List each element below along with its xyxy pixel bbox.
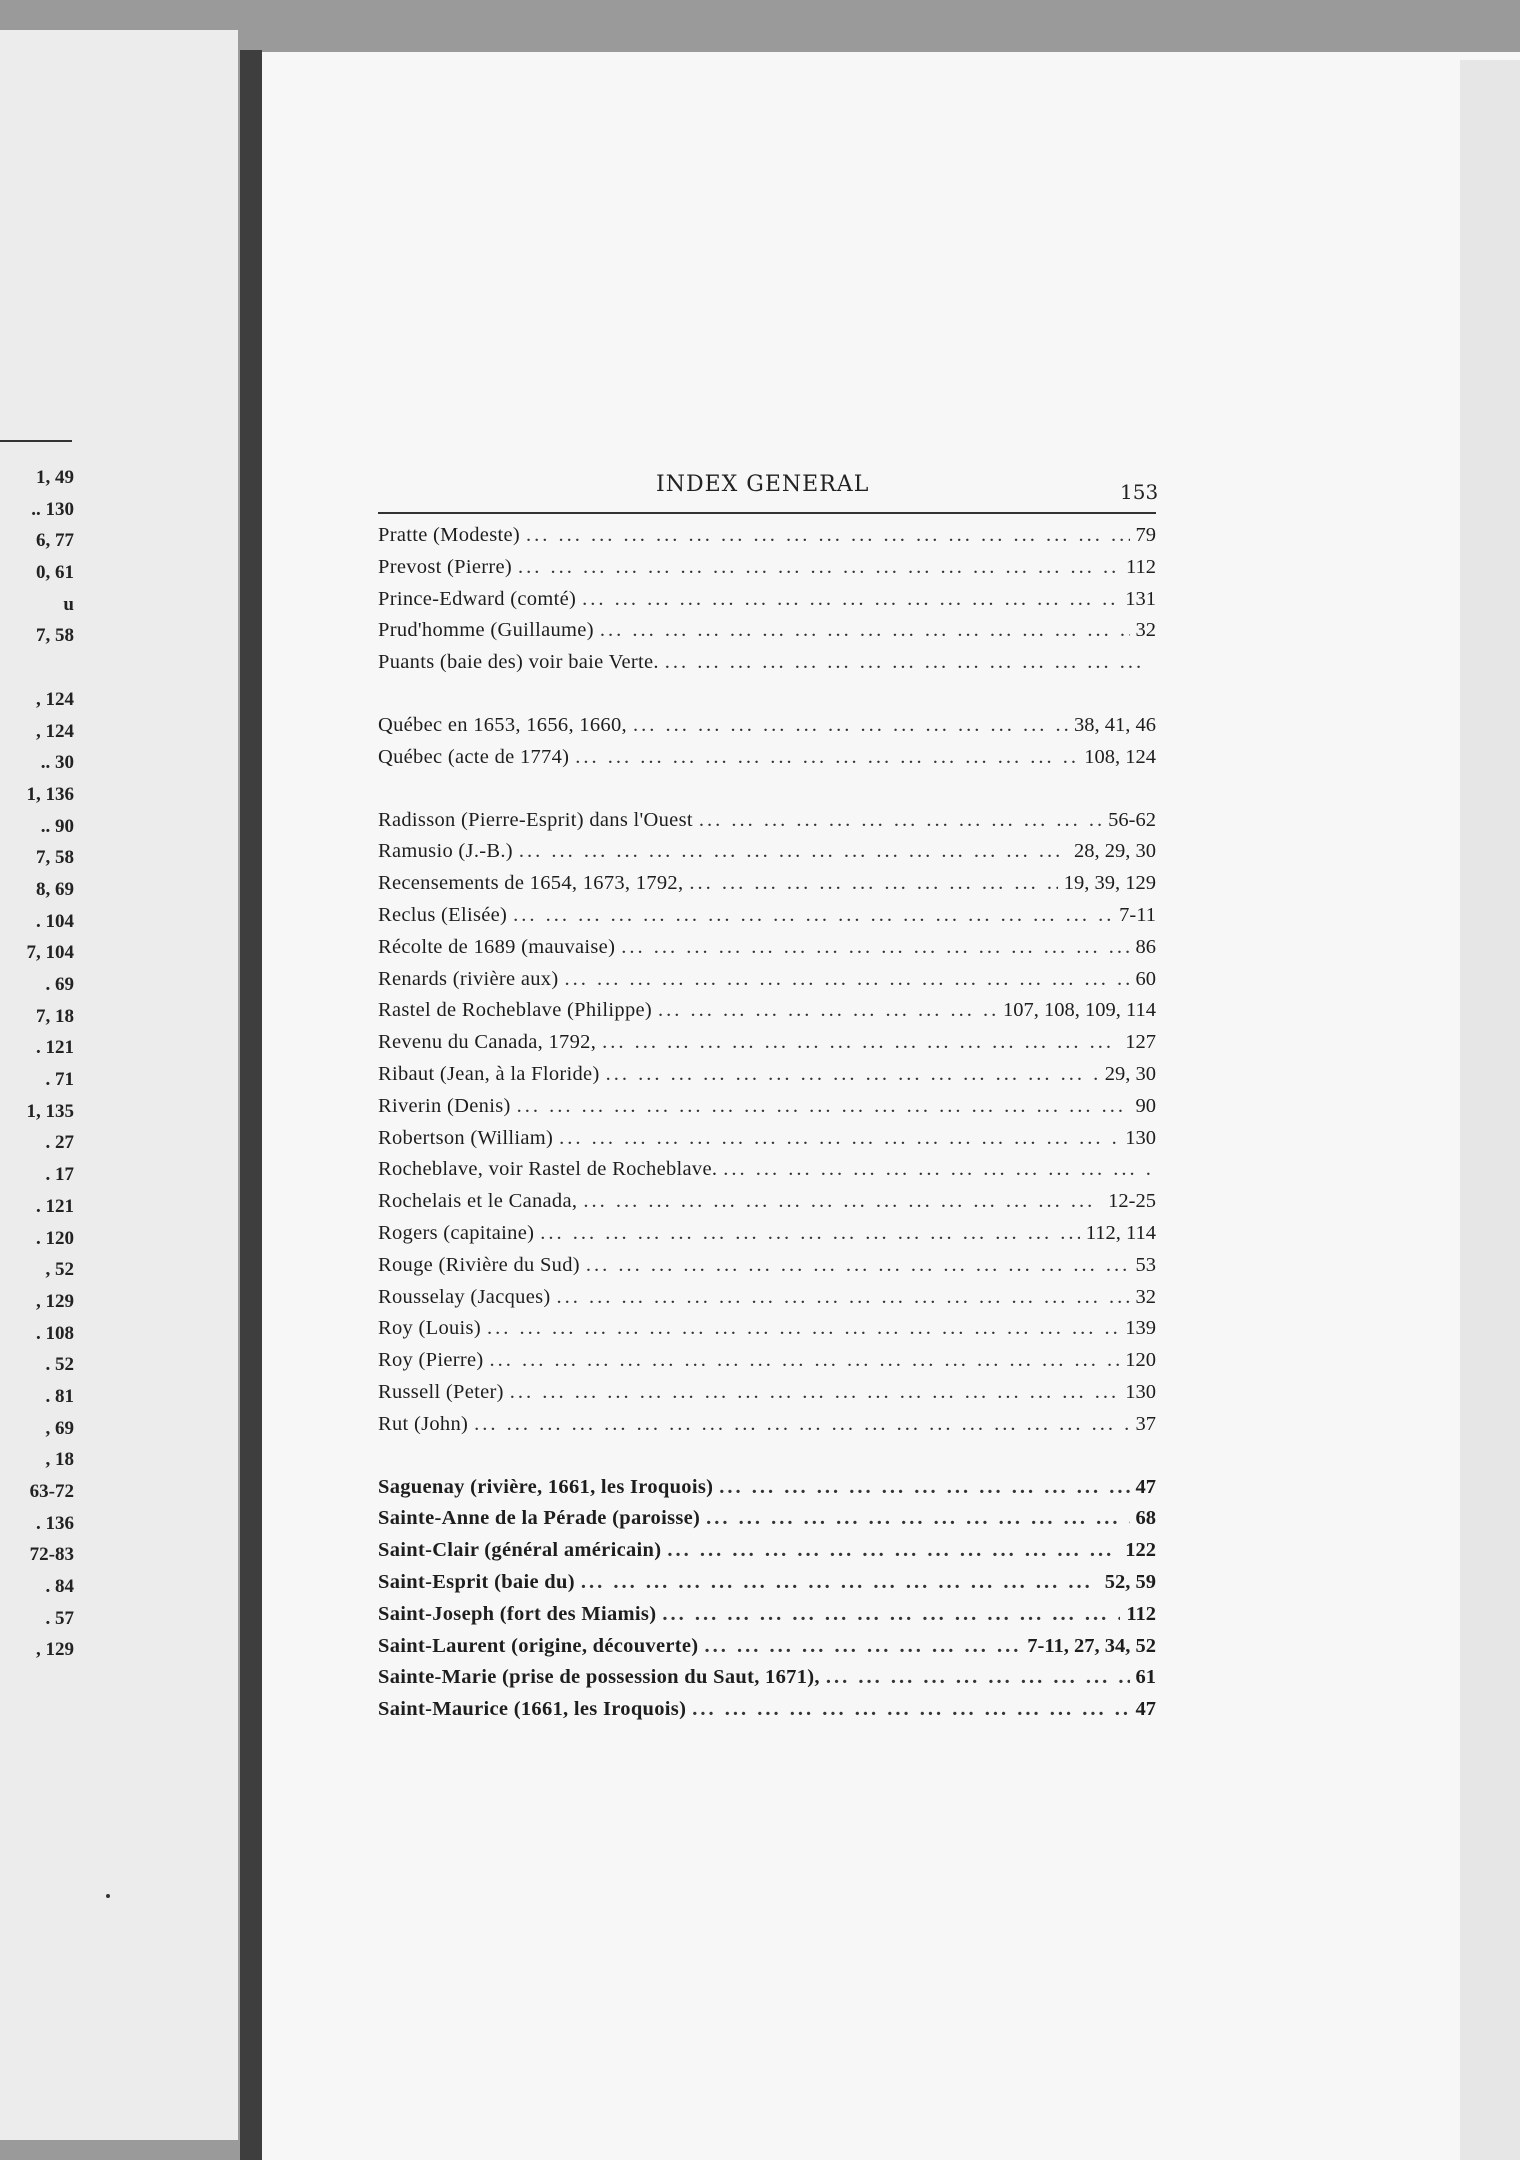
dot-leader (586, 1250, 1130, 1282)
previous-page-fragment: 1, 49 (36, 467, 74, 488)
index-entry (378, 900, 1156, 932)
dot-leader (518, 552, 1120, 584)
entry-label: Prevost (Pierre) (378, 555, 513, 578)
entry-pages: 28, 29, 30 (1074, 840, 1156, 863)
index-entry (378, 932, 1156, 964)
entry-label: Saint-Esprit (baie du) (378, 1570, 575, 1593)
previous-page-fragment: , 129 (36, 1639, 74, 1661)
index-entry (378, 805, 1156, 837)
index-group-s (378, 1472, 1156, 1726)
index-entry (378, 1694, 1156, 1726)
index-entry (378, 742, 1156, 774)
previous-page-fragment: . 121 (36, 1037, 74, 1059)
previous-page-fragment: .. 90 (40, 815, 74, 837)
entry-pages: 12-25 (1108, 1190, 1156, 1213)
previous-page-fragment: 1, 135 (26, 1100, 74, 1122)
index-entries (378, 520, 1156, 1757)
previous-page-fragment: . 69 (45, 974, 74, 995)
entry-pages: 131 (1125, 587, 1156, 610)
entry-label: Saint-Laurent (origine, découverte) (378, 1634, 699, 1657)
dot-leader (704, 1631, 1021, 1663)
entry-label: Rouge (Rivière du Sud) (378, 1253, 580, 1276)
previous-page-fragment: . 136 (36, 1512, 74, 1534)
book-gutter (240, 50, 262, 2160)
dot-leader (526, 520, 1130, 552)
previous-page-fragment: 8, 69 (36, 878, 74, 900)
index-entry (378, 584, 1156, 616)
entry-label: Québec (acte de 1774) (378, 745, 570, 768)
previous-page-fragment: .. 30 (40, 752, 74, 774)
entry-pages: 53 (1135, 1253, 1156, 1276)
previous-page-fragment: u (63, 593, 74, 615)
entry-label: Saint-Joseph (fort des Miamis) (378, 1602, 657, 1625)
previous-page-fragment: 7, 58 (36, 847, 74, 869)
index-entry (378, 1027, 1156, 1059)
index-entry (378, 1154, 1156, 1186)
entry-label: Rogers (capitaine) (378, 1221, 535, 1244)
previous-page-fragment: 63-72 (29, 1481, 74, 1502)
entry-pages: 130 (1125, 1380, 1156, 1403)
dot-leader (667, 1535, 1119, 1567)
page-number: 153 (1120, 480, 1159, 504)
entry-label: Radisson (Pierre-Esprit) dans l'Ouest (378, 808, 693, 831)
entry-pages: 108, 124 (1084, 745, 1156, 768)
index-group-r (378, 805, 1156, 1441)
index-entry (378, 647, 1156, 679)
page-edge (1460, 60, 1520, 2160)
index-entry (378, 1218, 1156, 1250)
index-entry (378, 1345, 1156, 1377)
dot-leader (559, 1123, 1119, 1155)
entry-pages: 127 (1125, 1031, 1156, 1054)
previous-page-fragment: . 121 (36, 1195, 74, 1217)
index-entry (378, 1250, 1156, 1282)
entry-label: Rocheblave, voir Rastel de Rocheblave. (378, 1158, 718, 1181)
dot-leader (517, 1091, 1130, 1123)
previous-page-fragment: , 124 (36, 720, 74, 742)
dot-leader (583, 1186, 1102, 1218)
entry-pages: 120 (1125, 1349, 1156, 1372)
index-entry (378, 1123, 1156, 1155)
previous-page-fragment: 7, 18 (36, 1005, 74, 1027)
entry-label: Saguenay (rivière, 1661, les Iroquois) (378, 1475, 714, 1498)
entry-label: Rastel de Rocheblave (Philippe) (378, 999, 653, 1022)
index-entry (378, 1535, 1156, 1567)
entry-pages: 56-62 (1108, 808, 1156, 831)
index-entry (378, 615, 1156, 647)
entry-pages: 112 (1126, 1602, 1156, 1625)
previous-page-fragment: . 84 (45, 1576, 74, 1598)
dot-leader (490, 1345, 1120, 1377)
previous-page-fragment: , 52 (45, 1259, 74, 1281)
dot-leader (519, 836, 1068, 868)
index-entry (378, 964, 1156, 996)
entry-label: Riverin (Denis) (378, 1094, 511, 1117)
entry-pages: 61 (1135, 1666, 1156, 1689)
previous-page-fragment: 1, 136 (26, 783, 74, 805)
previous-page-fragment: , 69 (45, 1417, 74, 1439)
dot-leader (600, 615, 1130, 647)
index-entry (378, 1091, 1156, 1123)
dot-leader (540, 1218, 1080, 1250)
entry-label: Prince-Edward (comté) (378, 587, 577, 610)
previous-page-fragment (0, 652, 74, 684)
dot-leader (665, 647, 1150, 679)
index-entry (378, 1567, 1156, 1599)
entry-pages: 130 (1125, 1126, 1156, 1149)
entry-pages: 19, 39, 129 (1063, 872, 1156, 895)
dot-leader (474, 1409, 1129, 1441)
index-entry (378, 1631, 1156, 1663)
dot-leader (633, 710, 1068, 742)
previous-page-fragment: . 104 (36, 910, 74, 932)
previous-page-fragment: 7, 104 (26, 942, 74, 964)
entry-label: Roy (Louis) (378, 1317, 481, 1340)
previous-page-fragment: 7, 58 (36, 625, 74, 647)
previous-page-fragment: 72-83 (29, 1544, 74, 1566)
index-entry (378, 836, 1156, 868)
entry-label: Québec en 1653, 1656, 1660, (378, 713, 627, 736)
entry-label: Prud'homme (Guillaume) (378, 619, 594, 642)
dot-leader (723, 1154, 1150, 1186)
entry-pages: 7-11 (1119, 903, 1156, 926)
dot-leader (621, 932, 1129, 964)
entry-label: Sainte-Anne de la Pérade (paroisse) (378, 1507, 701, 1530)
entry-pages: 32 (1135, 619, 1156, 642)
previous-page-fragment: 0, 61 (36, 562, 74, 584)
dot-leader (582, 584, 1119, 616)
entry-pages: 52, 59 (1104, 1570, 1156, 1593)
dot-leader (662, 1599, 1120, 1631)
dot-leader (487, 1313, 1119, 1345)
entry-label: Puants (baie des) voir baie Verte. (378, 651, 659, 674)
entry-pages: 37 (1135, 1412, 1156, 1435)
entry-pages: 139 (1125, 1317, 1156, 1340)
index-entry (378, 1186, 1156, 1218)
dot-leader (706, 1503, 1129, 1535)
previous-page-fragment: , 18 (45, 1449, 74, 1471)
previous-page-fragment: . 17 (45, 1164, 74, 1186)
entry-pages: 107, 108, 109, 114 (1003, 999, 1156, 1022)
index-entry (378, 868, 1156, 900)
dot-leader (699, 805, 1102, 837)
entry-label: Robertson (William) (378, 1126, 554, 1149)
entry-pages: 29, 30 (1104, 1062, 1156, 1085)
dot-leader (719, 1472, 1129, 1504)
index-group-q (378, 710, 1156, 774)
dot-leader (602, 1027, 1119, 1059)
entry-label: Récolte de 1689 (mauvaise) (378, 935, 616, 958)
entry-label: Reclus (Elisée) (378, 903, 508, 926)
previous-page-fragment: . 81 (45, 1385, 74, 1407)
index-entry (378, 995, 1156, 1027)
dot-leader (658, 995, 997, 1027)
entry-label: Recensements de 1654, 1673, 1792, (378, 872, 684, 895)
index-entry (378, 1313, 1156, 1345)
previous-page-fragment: . 108 (36, 1322, 74, 1344)
index-entry (378, 710, 1156, 742)
index-entry (378, 1503, 1156, 1535)
dot-leader (513, 900, 1113, 932)
dot-leader (581, 1567, 1099, 1599)
dot-leader (575, 742, 1078, 774)
entry-label: Renards (rivière aux) (378, 967, 559, 990)
entry-pages: 79 (1135, 524, 1156, 546)
previous-page-fragment: , 124 (36, 688, 74, 710)
index-entry (378, 1662, 1156, 1694)
entry-label: Roy (Pierre) (378, 1349, 484, 1372)
dot-leader (510, 1377, 1119, 1409)
entry-label: Russell (Peter) (378, 1380, 504, 1403)
index-entry (378, 1472, 1156, 1504)
previous-page-fragment: . 27 (45, 1132, 74, 1154)
entry-label: Ramusio (J.-B.) (378, 840, 513, 863)
previous-page-fragment: . 57 (45, 1607, 74, 1629)
previous-page-fragment: . 120 (36, 1227, 74, 1249)
entry-pages: 47 (1135, 1698, 1156, 1721)
entry-pages: 68 (1135, 1507, 1156, 1530)
dot-leader (692, 1694, 1129, 1726)
entry-label: Sainte-Marie (prise de possession du Saut, 1671), (378, 1666, 820, 1689)
entry-label: Rut (John) (378, 1412, 469, 1435)
index-group-p (378, 520, 1156, 679)
header-rule (378, 512, 1156, 514)
previous-page-fragment: . 71 (45, 1069, 74, 1091)
running-title: INDEX GENERAL (656, 472, 870, 497)
dot-leader (826, 1662, 1130, 1694)
previous-page-fragments (0, 462, 74, 1666)
entry-label: Saint-Maurice (1661, les Iroquois) (378, 1698, 687, 1721)
dot-leader (564, 964, 1129, 996)
entry-pages: 38, 41, 46 (1074, 713, 1156, 736)
entry-label: Revenu du Canada, 1792, (378, 1031, 597, 1054)
entry-pages: 112 (1126, 555, 1156, 578)
index-entry (378, 1599, 1156, 1631)
previous-page-fragment: . 52 (45, 1354, 74, 1376)
ink-speck (106, 1894, 110, 1898)
entry-label: Pratte (Modeste) (378, 524, 520, 546)
previous-page-fragment: 6, 77 (36, 530, 74, 552)
previous-page-rule (0, 440, 72, 442)
entry-pages: 90 (1135, 1094, 1156, 1117)
index-entry (378, 1282, 1156, 1314)
entry-label: Rousselay (Jacques) (378, 1285, 551, 1308)
previous-page-fragment: , 129 (36, 1290, 74, 1312)
index-entry (378, 552, 1156, 584)
index-entry (378, 520, 1156, 552)
entry-pages: 32 (1135, 1285, 1156, 1308)
dot-leader (689, 868, 1057, 900)
entry-pages: 60 (1135, 967, 1156, 990)
dot-leader (557, 1282, 1130, 1314)
entry-label: Ribaut (Jean, à la Floride) (378, 1062, 600, 1085)
entry-pages: 122 (1125, 1539, 1156, 1562)
index-entry (378, 1409, 1156, 1441)
entry-pages: 7-11, 27, 34, 52 (1027, 1634, 1156, 1657)
entry-pages: 112, 114 (1085, 1221, 1156, 1244)
index-entry (378, 1377, 1156, 1409)
entry-label: Saint-Clair (général américain) (378, 1539, 662, 1562)
previous-page-fragment: .. 130 (31, 498, 74, 520)
entry-pages: 86 (1135, 935, 1156, 958)
dot-leader (606, 1059, 1099, 1091)
entry-label: Rochelais et le Canada, (378, 1190, 578, 1213)
entry-pages: 47 (1135, 1475, 1156, 1498)
index-entry (378, 1059, 1156, 1091)
